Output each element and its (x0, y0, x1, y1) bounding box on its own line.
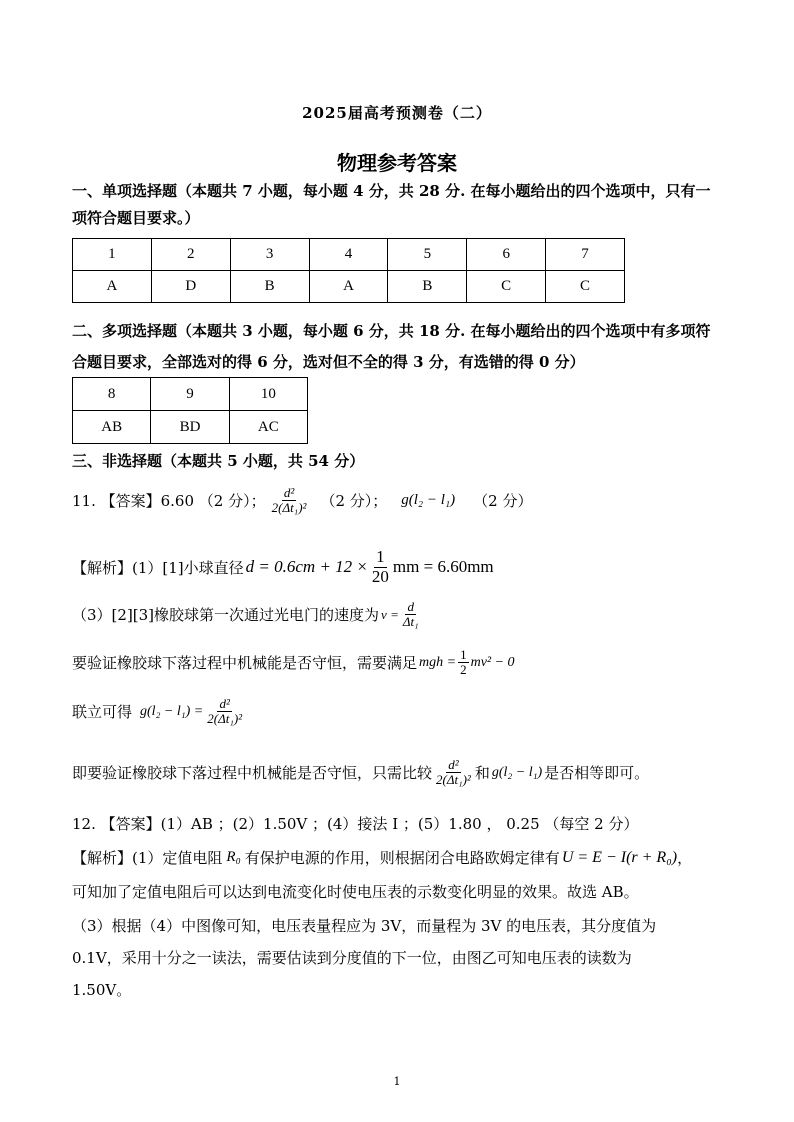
table-row-answers (73, 411, 308, 444)
q11-conclusion-expr: g(l₂ − l₁) (491, 764, 543, 780)
section1-heading-line1: 一、单项选择题（本题共 7 小题，每小题 4 分，共 28 分. 在每小题给出的四个选项中，只有一 (72, 182, 711, 200)
q11-analysis-line1 (72, 548, 494, 586)
table-cell: AC (229, 411, 307, 444)
q11-formula-left: d = 0.6cm + 12 × (245, 557, 368, 577)
table-cell: 3 (230, 239, 309, 271)
table-cell: B (388, 271, 467, 303)
section1-heading-line2: 项符合题目要求。） (72, 209, 200, 227)
q12-ohm-formula: U = E − I(r + R₀) (561, 848, 678, 866)
section3-heading: 三、非选择题（本题共 5 小题，共 54 分） (72, 452, 365, 470)
table-cell: BD (151, 411, 229, 444)
q11-analysis-line3 (72, 648, 515, 678)
multi-choice-answer-table (72, 377, 308, 444)
table-cell: D (151, 271, 230, 303)
q11-formula-right: mm = 6.60mm (392, 557, 494, 577)
q11-conclusion-den: 2(Δt₁)² (436, 772, 471, 788)
q11-formula-frac-num: 1 (376, 547, 385, 566)
subject-title: 物理参考答案 (337, 151, 457, 175)
q11-verify-text: 要验证橡胶球下落过程中机械能是否守恒，需要满足 (72, 654, 418, 673)
q11-combine-num: d² (219, 696, 230, 711)
q11-part3-text: （3）[2][3]橡胶球第一次通过光电门的速度为 (72, 606, 380, 625)
q11-formula-fraction (370, 548, 391, 586)
q11-conclusion-prefix: 即要验证橡胶球下落过程中机械能是否守恒，只需比较 (72, 764, 433, 783)
q11-energy-num: 1 (460, 647, 467, 662)
table-cell: 1 (73, 239, 152, 271)
q11-conclusion-fraction (434, 758, 473, 788)
q12-analysis-prefix: 【解析】(1）定值电阻 (72, 849, 223, 867)
q11-frac-den: 2(Δt₁)² (271, 500, 307, 516)
q11-energy-right: mv² − 0 (470, 654, 515, 670)
q12-analysis-line3: （3）根据（4）中图像可知，电压表量程应为 3V，而量程为 3V 的电压表，其分度值为 (72, 917, 657, 935)
q11-combine-den: 2(Δt₁)² (207, 711, 243, 727)
table-cell: 5 (388, 239, 467, 271)
table-cell: C (546, 271, 625, 303)
q11-conclusion-suffix: 是否相等即可。 (544, 764, 650, 783)
q11-score-a: （2 分）； (320, 492, 388, 511)
table-cell: 2 (151, 239, 230, 271)
q11-analysis-line2 (72, 600, 421, 630)
section2-heading-line2: 合题目要求，全部选对的得 6 分，选对但不全的得 3 分，有选错的得 0 分） (72, 353, 585, 371)
single-choice-answer-table (72, 238, 625, 303)
q12-analysis-mid: 有保护电源的作用，则根据闭合电路欧姆定律有 (244, 849, 560, 867)
table-cell: 6 (467, 239, 546, 271)
table-cell: C (467, 271, 546, 303)
q11-combine-text: 联立可得 (72, 703, 133, 722)
table-cell: AB (73, 411, 151, 444)
q11-answer-lead: 11. 【答案】6.60 （2 分）； (72, 492, 266, 511)
q12-analysis-line1 (72, 847, 692, 868)
q12-answer-line: 12. 【答案】(1）AB ；(2）1.50V ；(4）接法 I ；(5）1.80 ， 0.25 （每空 2 分） (72, 815, 639, 833)
q11-fraction (270, 486, 309, 516)
table-cell: 4 (309, 239, 388, 271)
q11-v-fraction (401, 600, 421, 630)
table-cell: 10 (229, 378, 307, 411)
q12-analysis-line2: 可知加了定值电阻后可以达到电流变化时使电压表的示数变化明显的效果。故选 AB。 (72, 883, 639, 901)
q12-analysis-line5: 1.50V。 (72, 981, 132, 999)
q11-frac-num: d² (283, 485, 295, 500)
q12-analysis-line4: 0.1V，采用十分之一读法，需要估读到分度值的下一位，由图乙可知电压表的读数为 (72, 949, 632, 967)
q11-v-expr: v = (381, 606, 399, 622)
page-number: 1 (393, 1075, 401, 1088)
q12-r0: R₀ (226, 849, 241, 865)
table-row-numbers (73, 378, 308, 411)
q12-analysis-suffix: ， (677, 849, 693, 867)
q11-combine-left: g(l₂ − l₁) = (140, 703, 204, 719)
q11-v-den: Δt₁ (402, 614, 419, 630)
q11-answer-line (72, 486, 532, 516)
table-row-numbers (73, 239, 625, 271)
q11-combine-fraction (205, 697, 244, 727)
table-row-answers (73, 271, 625, 303)
table-cell: 7 (546, 239, 625, 271)
exam-title: 2025届高考预测卷（二） (302, 104, 492, 122)
table-cell: 9 (151, 378, 229, 411)
table-cell: A (73, 271, 152, 303)
table-cell: 8 (73, 378, 151, 411)
q11-conclusion-num: d² (448, 757, 459, 772)
section2-heading-line1: 二、多项选择题（本题共 3 小题，每小题 6 分，共 18 分. 在每小题给出的四个选项中有多项符 (72, 322, 711, 340)
q11-analysis-prefix: 【解析】(1）[1]小球直径 (72, 558, 244, 577)
q11-conclusion-mid: 和 (474, 764, 490, 783)
q11-energy-den: 2 (460, 662, 467, 678)
q11-v-num: d (407, 599, 414, 614)
q11-expr-g: g(l₂ − l₁) (401, 492, 456, 509)
q11-energy-left: mgh = (419, 654, 457, 670)
q11-energy-fraction (458, 648, 469, 678)
q11-formula-frac-den: 20 (371, 566, 389, 586)
table-cell: A (309, 271, 388, 303)
q11-score-b: （2 分） (473, 492, 533, 511)
q11-analysis-line5 (72, 758, 649, 788)
q11-analysis-line4 (72, 697, 244, 727)
table-cell: B (230, 271, 309, 303)
